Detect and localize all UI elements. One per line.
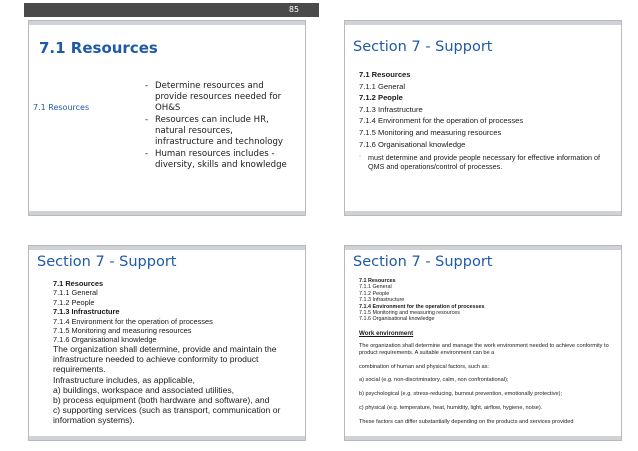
menu-item-active: 7.1.4 Environment for the operation of processes bbox=[359, 303, 485, 310]
bullet-list bbox=[145, 81, 293, 172]
menu-item: 7.1.6 Organisational knowledge bbox=[359, 316, 435, 323]
slide-3 bbox=[28, 245, 306, 441]
menu-item: 7.1.3 Infrastructure bbox=[359, 104, 423, 114]
body-paragraph: b) psychological (e.g. stress-reducing, burnout prevention, emotionally protective); bbox=[359, 391, 563, 398]
slide-2 bbox=[344, 20, 622, 216]
menu-item: 7.1.5 Monitoring and measuring resources bbox=[359, 127, 502, 137]
body-paragraph: c) supporting services (such as transport, communication or information systems). bbox=[53, 405, 281, 426]
menu-item: 7.1 Resources bbox=[359, 70, 411, 79]
body-paragraph: The organization shall determine and manage the work environment needed to achieve conformity to product requirements. A suitable environment can be a bbox=[359, 343, 609, 356]
side-label: 7.1 Resources bbox=[33, 103, 90, 112]
body-text bbox=[359, 343, 613, 433]
section-menu bbox=[359, 69, 523, 150]
body-paragraph: combination of human and physical factors, such as: bbox=[359, 363, 489, 370]
bullet-item: - Determine resources and provide resources needed for OH&S bbox=[145, 81, 293, 114]
note-bullet: ◦ must determine and provide people necessary for effective information of QMS and operations/control of processes. bbox=[359, 153, 609, 171]
page-number: 85 bbox=[288, 5, 300, 14]
slide-top-band bbox=[29, 21, 305, 25]
menu-item-active: 7.1.2 People bbox=[359, 93, 403, 103]
body-paragraph: a) social (e.g. non-discriminatory, calm, non confrontational); bbox=[359, 377, 509, 384]
menu-item: 7.1.2 People bbox=[359, 290, 390, 297]
slide-title: Section 7 - Support bbox=[37, 254, 177, 270]
slide-bottom-band bbox=[29, 436, 305, 440]
menu-item: 7.1.4 Environment for the operation of processes bbox=[359, 116, 524, 126]
menu-item: 7.1.1 General bbox=[359, 81, 406, 91]
menu-item: 7.1.5 Monitoring and measuring resources bbox=[53, 326, 192, 336]
slide-bottom-band bbox=[29, 211, 305, 215]
body-paragraph: a) buildings, workspace and associated utilities, bbox=[53, 384, 235, 395]
menu-item: 7.1.2 People bbox=[53, 297, 95, 307]
section-menu bbox=[359, 278, 485, 323]
slide-4 bbox=[344, 245, 622, 441]
menu-item: 7.1.1 General bbox=[53, 288, 98, 298]
slide-top-band bbox=[345, 21, 621, 25]
body-text bbox=[53, 344, 293, 426]
body-paragraph: The organization shall determine, provide and maintain the infrastructure needed to achieve conformity to product requirements. bbox=[53, 344, 277, 375]
slide-title: Section 7 - Support bbox=[353, 39, 493, 55]
menu-item-active: 7.1.3 Infrastructure bbox=[53, 307, 120, 317]
slide-1 bbox=[28, 20, 306, 216]
menu-item: 7.1.4 Environment for the operation of processes bbox=[53, 316, 213, 326]
slide-bottom-band bbox=[345, 211, 621, 215]
menu-item: 7.1 Resources bbox=[359, 278, 396, 284]
body-paragraph: b) process equipment (both hardware and software), and bbox=[53, 395, 270, 406]
slide-title: 7.1 Resources bbox=[39, 39, 158, 57]
menu-item: 7.1.6 Organisational knowledge bbox=[53, 335, 157, 345]
bullet-item: - Resources can include HR, natural resources, infrastructure and technology bbox=[145, 115, 293, 148]
menu-item: 7.1.5 Monitoring and measuring resources bbox=[359, 310, 460, 317]
slide-title: Section 7 - Support bbox=[353, 254, 493, 270]
body-paragraph: c) physical (e.g. temperature, heat, humidity, light, airflow, hygiene, noise). bbox=[359, 404, 543, 411]
slide-top-band bbox=[29, 246, 305, 250]
body-paragraph: These factors can differ substantially depending on the products and services provided bbox=[359, 418, 574, 425]
slide-top-band bbox=[345, 246, 621, 250]
menu-item: 7.1.3 Infrastructure bbox=[359, 297, 405, 304]
menu-item: 7.1.1 General bbox=[359, 284, 392, 291]
bullet-item: - Human resources includes - diversity, skills and knowledge bbox=[145, 149, 293, 171]
section-heading: Work environment bbox=[359, 330, 414, 337]
section-menu bbox=[53, 279, 213, 345]
body-paragraph: Infrastructure includes, as applicable, bbox=[53, 374, 195, 385]
menu-item: 7.1.6 Organisational knowledge bbox=[359, 139, 466, 149]
slide-bottom-band bbox=[345, 436, 621, 440]
menu-item: 7.1 Resources bbox=[53, 279, 104, 288]
